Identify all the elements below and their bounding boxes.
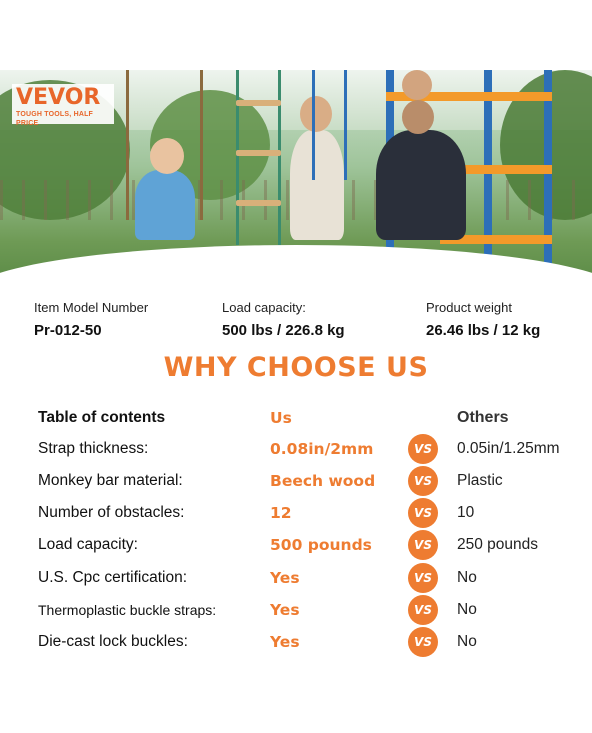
white-wave bbox=[0, 245, 592, 285]
ladder-rope bbox=[278, 70, 281, 245]
comparison-row bbox=[0, 595, 592, 627]
comparison-row bbox=[0, 627, 592, 659]
row-feature: Strap thickness: bbox=[38, 440, 149, 457]
header-us: Us bbox=[270, 409, 292, 427]
comparison-header bbox=[0, 403, 592, 435]
ring-strap bbox=[312, 70, 315, 180]
spec-value: 26.46 lbs / 12 kg bbox=[426, 322, 541, 339]
ladder-rung bbox=[236, 150, 281, 156]
boy-climbing bbox=[376, 130, 466, 240]
comparison-row bbox=[0, 498, 592, 530]
row-feature: Load capacity: bbox=[38, 536, 138, 553]
child-on-swing bbox=[135, 170, 195, 240]
header-feature: Table of contents bbox=[38, 409, 166, 426]
boy-head bbox=[402, 100, 434, 134]
comparison-row bbox=[0, 466, 592, 498]
man-head bbox=[402, 70, 432, 100]
woman-head bbox=[300, 96, 332, 132]
row-us-value: Yes bbox=[270, 601, 300, 619]
row-others-value: 10 bbox=[457, 504, 475, 521]
ring-strap bbox=[344, 70, 347, 180]
row-others-value: No bbox=[457, 569, 477, 586]
header-others: Others bbox=[457, 409, 509, 426]
vs-badge-icon: VS bbox=[408, 595, 438, 625]
row-others-value: Plastic bbox=[457, 472, 503, 489]
row-feature: Monkey bar material: bbox=[38, 472, 183, 489]
row-us-value: 500 pounds bbox=[270, 536, 372, 554]
spec-label: Load capacity: bbox=[222, 300, 306, 315]
swing-rope bbox=[200, 70, 203, 220]
row-us-value: Beech wood bbox=[270, 472, 376, 490]
row-feature: U.S. Cpc certification: bbox=[38, 569, 188, 586]
spec-model bbox=[34, 300, 148, 339]
row-others-value: No bbox=[457, 601, 477, 618]
ladder-rung bbox=[236, 100, 281, 106]
spec-load-capacity bbox=[222, 300, 345, 339]
spec-label: Item Model Number bbox=[34, 300, 149, 315]
vs-badge-icon: VS bbox=[408, 530, 438, 560]
vs-badge-icon: VS bbox=[408, 498, 438, 528]
vs-badge-icon: VS bbox=[408, 434, 438, 464]
ladder-rope bbox=[236, 70, 239, 245]
spec-label: Product weight bbox=[426, 300, 512, 315]
child-head bbox=[150, 138, 184, 174]
row-others-value: 0.05in/1.25mm bbox=[457, 440, 560, 457]
vs-badge-icon: VS bbox=[408, 466, 438, 496]
row-us-value: Yes bbox=[270, 633, 300, 651]
section-heading: WHY CHOOSE US bbox=[163, 352, 429, 383]
spec-weight bbox=[426, 300, 540, 339]
row-feature: Die-cast lock buckles: bbox=[38, 633, 188, 650]
vs-badge-icon: VS bbox=[408, 627, 438, 657]
vevor-logo bbox=[12, 84, 114, 127]
row-us-value: 12 bbox=[270, 504, 292, 522]
row-us-value: 0.08in/2mm bbox=[270, 440, 374, 458]
ladder-rung bbox=[236, 200, 281, 206]
brand-name: VEVOR bbox=[16, 85, 101, 110]
row-feature: Number of obstacles: bbox=[38, 504, 185, 521]
spec-value: Pr-012-50 bbox=[34, 322, 102, 339]
comparison-row bbox=[0, 530, 592, 562]
row-others-value: 250 pounds bbox=[457, 536, 539, 553]
vs-badge-icon: VS bbox=[408, 563, 438, 593]
comparison-row bbox=[0, 563, 592, 595]
swing-rope bbox=[126, 70, 129, 220]
row-us-value: Yes bbox=[270, 569, 300, 587]
comparison-row bbox=[0, 434, 592, 466]
row-feature: Thermoplastic buckle straps: bbox=[38, 602, 217, 618]
row-others-value: No bbox=[457, 633, 477, 650]
woman bbox=[290, 130, 344, 240]
brand-tagline: TOUGH TOOLS, HALF PRICE bbox=[16, 111, 94, 127]
spec-value: 500 lbs / 226.8 kg bbox=[222, 322, 345, 339]
